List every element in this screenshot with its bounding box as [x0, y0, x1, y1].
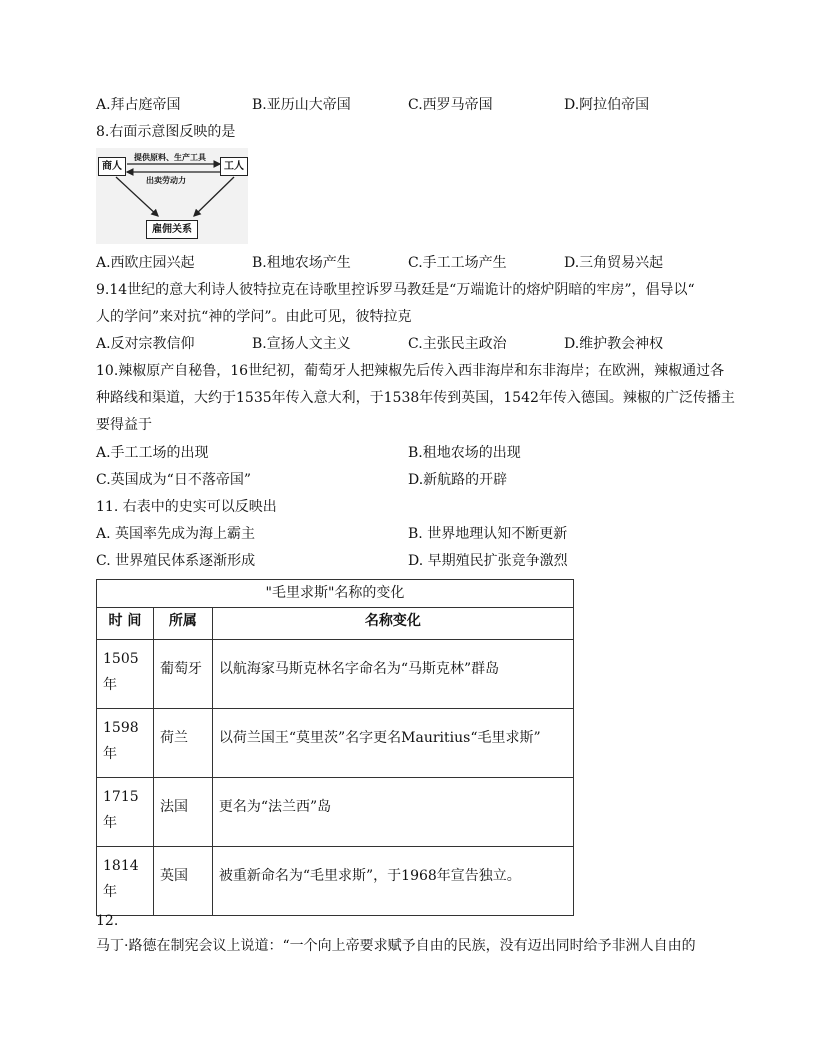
year-number: 1814: [103, 858, 139, 874]
table-row: [97, 778, 574, 847]
q9-stem-line1: 9.14世纪的意大利诗人彼特拉克在诗歌里控诉罗马教廷是“万端诡计的熔炉阴暗的牢房”，倡导以“: [96, 282, 695, 298]
diagram-middle-arrow-label: 出卖劳动力: [146, 175, 186, 185]
table-cell-country: 英国: [153, 847, 212, 916]
table-cell-country: 荷兰: [153, 709, 212, 778]
year-number: 1598: [103, 720, 139, 736]
q11-option-a: A. 英国率先成为海上霸主: [96, 526, 256, 542]
year-unit: 年: [103, 677, 117, 693]
q11-stem: 11. 右表中的史实可以反映出: [96, 499, 277, 515]
q11-option-b: B. 世界地理认知不断更新: [408, 526, 568, 542]
table-cell-year: [97, 640, 154, 709]
q7-option-b: B.亚历山大帝国: [252, 97, 351, 113]
table-cell-name-change: 被重新命名为“毛里求斯”，于1968年宣告独立。: [212, 847, 573, 916]
year-number: 1505: [103, 651, 139, 667]
year-unit: 年: [103, 746, 117, 762]
q9-stem-line2: 人的学问”来对抗“神的学问”。由此可见，彼特拉克: [96, 309, 412, 325]
diagram-top-arrow-label: 提供原料、生产工具: [134, 152, 206, 162]
q10-option-c: C.英国成为“日不落帝国”: [96, 472, 251, 488]
q10-stem-line2: 种路线和渠道，大约于1535年传入意大利，于1538年传到英国，1542年传入德国。辣椒的广泛传播主: [96, 390, 735, 406]
table-cell-year: [97, 778, 154, 847]
q9-option-a: A.反对宗教信仰: [96, 336, 195, 352]
table-row: [97, 709, 574, 778]
q9-option-b: B.宣扬人文主义: [252, 336, 351, 352]
table-header-time: 时 间: [97, 608, 154, 640]
q8-diagram: [96, 148, 248, 244]
q8-option-d: D.三角贸易兴起: [564, 255, 664, 271]
table-header-name-change: 名称变化: [212, 608, 573, 640]
table-cell-name-change: 以荷兰国王“莫里茨”名字更名Mauritius“毛里求斯”: [212, 709, 573, 778]
q7-option-c: C.西罗马帝国: [408, 97, 493, 113]
table-row: [97, 847, 574, 916]
q8-stem: 8.右面示意图反映的是: [96, 124, 236, 140]
q8-option-b: B.租地农场产生: [252, 255, 351, 271]
q10-option-b: B.租地农场的出现: [408, 445, 521, 461]
q10-option-a: A.手工工场的出现: [96, 445, 209, 461]
table-cell-name-change: 更名为“法兰西”岛: [212, 778, 573, 847]
mauritius-name-table: [96, 579, 574, 916]
table-cell-year: [97, 847, 154, 916]
table-row: [97, 640, 574, 709]
year-unit: 年: [103, 884, 117, 900]
q7-option-a: A.拜占庭帝国: [96, 97, 181, 113]
q8-option-a: A.西欧庄园兴起: [96, 255, 195, 271]
table-cell-country: 法国: [153, 778, 212, 847]
q11-option-d: D. 早期殖民扩张竞争激烈: [408, 553, 568, 569]
q10-stem-line3: 要得益于: [96, 417, 152, 433]
diagram-merchant-box: 商人: [98, 157, 126, 176]
diagram-worker-box: 工人: [220, 157, 248, 176]
q9-option-c: C.主张民主政治: [408, 336, 507, 352]
q12-number: 12.: [96, 913, 119, 929]
q10-option-d: D.新航路的开辟: [408, 472, 508, 488]
diagram-employment-box: 雇佣关系: [146, 220, 198, 239]
q8-option-c: C.手工工场产生: [408, 255, 507, 271]
q9-option-d: D.维护教会神权: [564, 336, 664, 352]
q7-option-d: D.阿拉伯帝国: [564, 97, 650, 113]
q12-stem-line1: 马丁·路德在制宪会议上说道：“一个向上帝要求赋予自由的民族，没有迈出同时给予非洲人自由的: [96, 938, 696, 954]
q10-stem-line1: 10.辣椒原产自秘鲁，16世纪初，葡萄牙人把辣椒先后传入西非海岸和东非海岸；在欧洲，辣椒通过各: [96, 363, 725, 379]
q11-option-c: C. 世界殖民体系逐渐形成: [96, 553, 256, 569]
table-title: "毛里求斯"名称的变化: [97, 580, 574, 608]
table-header-country: 所属: [153, 608, 212, 640]
table-cell-country: 葡萄牙: [153, 640, 212, 709]
table-cell-name-change: 以航海家马斯克林名字命名为“马斯克林”群岛: [212, 640, 573, 709]
year-unit: 年: [103, 815, 117, 831]
year-number: 1715: [103, 789, 139, 805]
table-cell-year: [97, 709, 154, 778]
